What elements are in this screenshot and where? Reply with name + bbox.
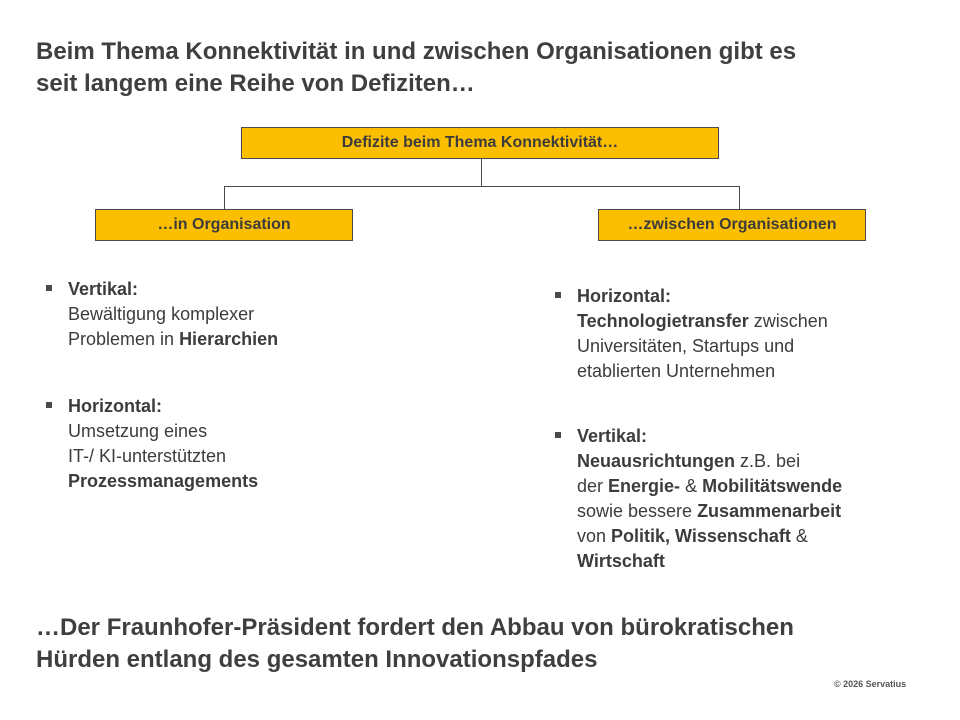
right-vertikal-line-1-text: z.B. bei [735,451,801,471]
right-vertikal-line-4-a: von [577,526,612,546]
right-bullet-list [553,284,913,574]
diagram-left-box: …in Organisation [95,209,353,241]
right-vertikal-line-4-b: Politik, Wissenschaft [611,526,791,546]
right-horizontal-line-1-bold: Technologietransfer [577,311,749,331]
connector-right-stem [739,186,740,209]
footer-line-2: Hürden entlang des gesamten Innovationspfades [36,646,598,673]
footer-statement [36,612,916,676]
square-bullet-icon [555,292,561,298]
right-vertikal-line-2-d: Mobilitätswende [702,476,843,496]
left-item-horizontal [44,394,344,494]
left-vertikal-line-1: Bewältigung komplexer [68,304,255,324]
right-vertikal-line-1-bold: Neuausrichtungen [577,451,736,471]
left-vertikal-line-2-text: Problemen in [68,329,180,349]
right-vertikal-line-3-b: Zusammenarbeit [697,501,842,521]
right-vertikal-line-1 [577,449,913,474]
diagram-root-box: Defizite beim Thema Konnektivität… [241,127,719,159]
left-horizontal-line-1: Umsetzung eines [68,421,208,441]
copyright-notice: © 2026 Servatius [834,679,907,689]
right-vertikal-line-2 [577,474,913,499]
left-horizontal-line-2: IT-/ KI-unterstützten [68,446,227,466]
right-item-horizontal [553,284,913,384]
right-horizontal-line-1-text: zwischen [748,311,828,331]
right-horizontal-heading: Horizontal: [577,286,671,306]
connector-horizontal [224,186,740,187]
left-horizontal-heading: Horizontal: [68,396,162,416]
right-vertikal-line-3 [577,499,913,524]
square-bullet-icon [555,432,561,438]
right-vertikal-line-4 [577,524,913,549]
left-vertikal-heading: Vertikal: [68,279,139,299]
right-item-vertikal [553,424,913,574]
square-bullet-icon [46,285,52,291]
right-horizontal-line-3: etablierten Unternehmen [577,361,776,381]
title-line-1: Beim Thema Konnektivität in und zwischen Organisationen gibt es [36,38,797,65]
right-vertikal-line-5: Wirtschaft [577,551,665,571]
right-vertikal-heading: Vertikal: [577,426,648,446]
right-vertikal-line-3-a: sowie bessere [577,501,698,521]
right-vertikal-line-2-b: Energie- [608,476,681,496]
footer-line-1: …Der Fraunhofer-Präsident fordert den Abbau von bürokratischen [36,614,794,641]
right-horizontal-line-1 [577,309,913,334]
page-title [36,36,916,100]
right-vertikal-line-4-c: & [790,526,808,546]
connector-left-stem [224,186,225,209]
connector-root-stem [481,159,482,187]
left-item-vertikal [44,277,344,352]
right-vertikal-line-2-c: & [680,476,703,496]
title-line-2: seit langem eine Reihe von Defiziten… [36,70,475,97]
square-bullet-icon [46,402,52,408]
right-horizontal-line-2: Universitäten, Startups und [577,336,795,356]
left-vertikal-line-2-bold: Hierarchien [179,329,279,349]
right-vertikal-line-2-a: der [577,476,609,496]
left-vertikal-line-2 [68,327,344,352]
diagram-right-box: …zwischen Organisationen [598,209,866,241]
left-bullet-list [44,277,344,494]
left-horizontal-line-3: Prozessmanagements [68,471,259,491]
